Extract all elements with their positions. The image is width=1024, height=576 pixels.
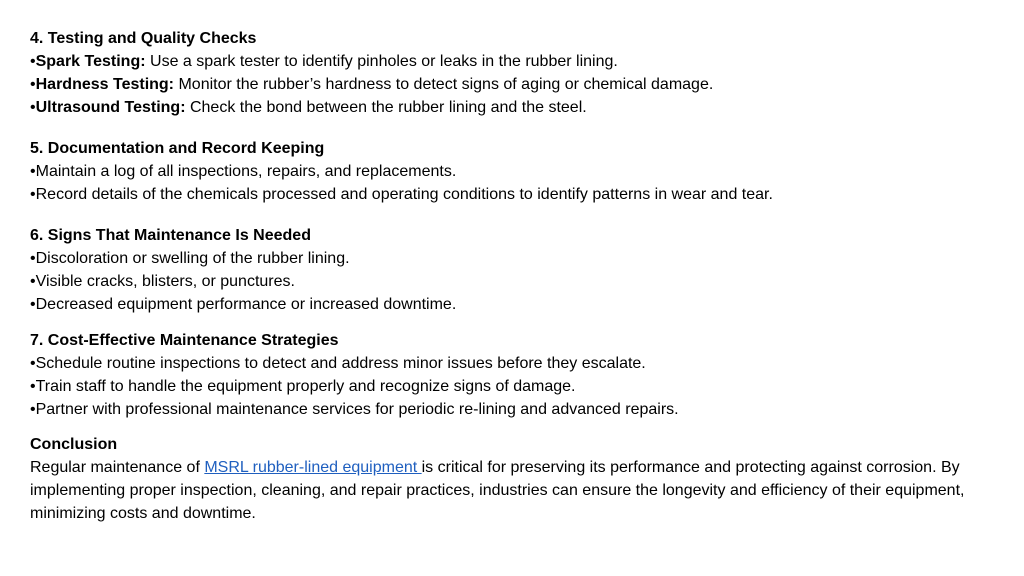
- section-testing: [30, 27, 990, 119]
- list-item: [30, 50, 990, 73]
- item-label: Ultrasound Testing:: [35, 99, 186, 116]
- bullet: •: [30, 76, 36, 93]
- document-page: [30, 27, 990, 525]
- list-item: [30, 270, 990, 293]
- section-heading: 5. Documentation and Record Keeping: [30, 140, 325, 157]
- bullet: •: [30, 53, 36, 70]
- bullet: •: [30, 163, 36, 180]
- section-heading: 6. Signs That Maintenance Is Needed: [30, 227, 311, 244]
- item-label: Hardness Testing:: [35, 76, 175, 93]
- section-conclusion: [30, 433, 990, 525]
- list-item: [30, 398, 990, 421]
- list-item: [30, 160, 990, 183]
- section-documentation: [30, 137, 990, 206]
- list-item: [30, 375, 990, 398]
- item-text: Check the bond between the rubber lining and the steel.: [185, 99, 587, 116]
- list-item: [30, 96, 990, 119]
- list-item: [30, 352, 990, 375]
- item-text: Maintain a log of all inspections, repairs, and replacements.: [35, 163, 457, 180]
- bullet: •: [30, 355, 36, 372]
- bullet: •: [30, 186, 36, 203]
- list-item: [30, 293, 990, 316]
- bullet: •: [30, 378, 36, 395]
- item-label: Spark Testing:: [35, 53, 146, 70]
- conclusion-paragraph: [30, 456, 965, 525]
- section-heading: 4. Testing and Quality Checks: [30, 30, 257, 47]
- item-text: Schedule routine inspections to detect and address minor issues before they escalate.: [35, 355, 646, 372]
- item-text: Record details of the chemicals processed and operating conditions to identify patterns in wear and tear.: [35, 186, 773, 203]
- item-text: Monitor the rubber’s hardness to detect signs of aging or chemical damage.: [174, 76, 714, 93]
- item-text: Visible cracks, blisters, or punctures.: [35, 273, 295, 290]
- conclusion-heading: Conclusion: [30, 436, 118, 453]
- section-signs: [30, 224, 990, 316]
- list-item: [30, 247, 990, 270]
- item-text: Use a spark tester to identify pinholes or leaks in the rubber lining.: [145, 53, 618, 70]
- bullet: •: [30, 401, 36, 418]
- bullet: •: [30, 273, 36, 290]
- conclusion-text-after: is critical for preserving its performance and protecting against corrosion. By implementing proper inspection, cleaning, and repair practices, industries can ensure the longevity and efficiency of their equipment, minimizing costs and downtime.: [30, 459, 965, 522]
- msrl-equipment-link[interactable]: MSRL rubber-lined equipment: [204, 459, 422, 476]
- section-strategies: [30, 329, 990, 421]
- item-text: Decreased equipment performance or increased downtime.: [35, 296, 457, 313]
- bullet: •: [30, 99, 36, 116]
- item-text: Partner with professional maintenance services for periodic re-lining and advanced repairs.: [35, 401, 679, 418]
- list-item: [30, 73, 990, 96]
- conclusion-text-before: Regular maintenance of: [30, 459, 205, 476]
- bullet: •: [30, 296, 36, 313]
- item-text: Train staff to handle the equipment properly and recognize signs of damage.: [35, 378, 576, 395]
- list-item: [30, 183, 990, 206]
- bullet: •: [30, 250, 36, 267]
- section-heading: 7. Cost-Effective Maintenance Strategies: [30, 332, 339, 349]
- item-text: Discoloration or swelling of the rubber lining.: [35, 250, 350, 267]
